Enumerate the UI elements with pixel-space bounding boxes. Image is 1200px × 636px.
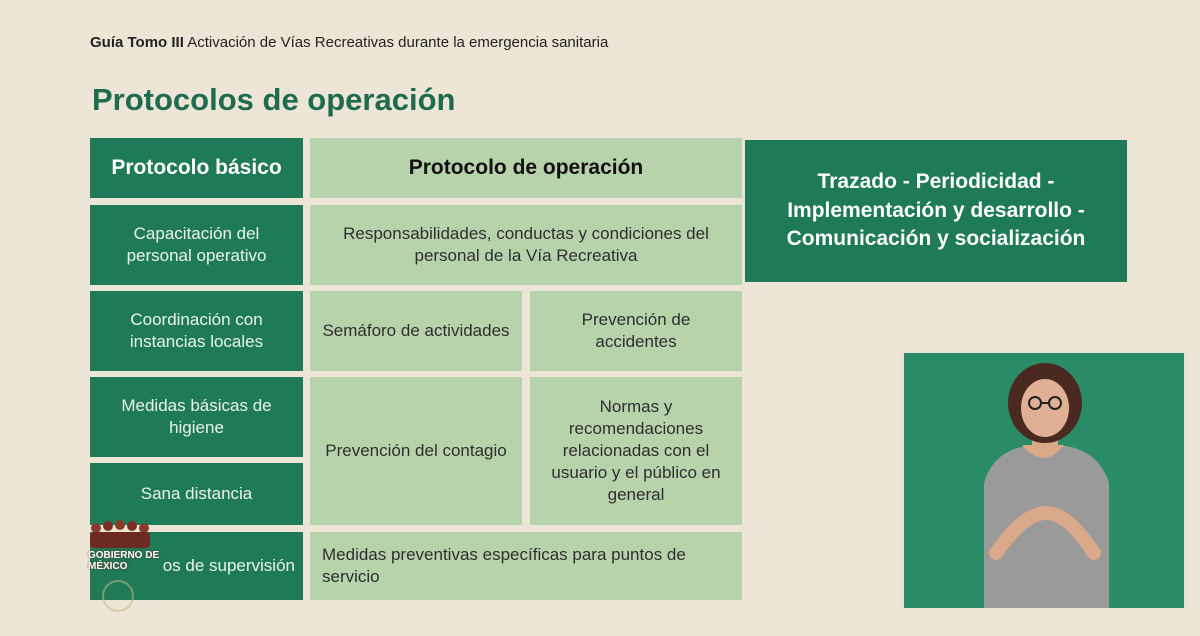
trazado-box (745, 140, 1127, 282)
trazado-line-2: Implementación y desarrollo - (787, 198, 1085, 222)
cell-prevencion-accidentes: Prevención de accidentes (530, 291, 742, 371)
trazado-line-1: Trazado - Periodicidad - (817, 170, 1055, 194)
row-supervision: os de supervisión (90, 532, 303, 600)
interpreter-video (902, 351, 1186, 610)
interpreter-figure (904, 353, 1186, 610)
header-bold: Guía Tomo III (90, 34, 184, 51)
cell-responsabilidades: Responsabilidades, conductas y condiciones del personal de la Vía Recreativa (310, 205, 742, 285)
cell-medidas-preventivas: Medidas preventivas específicas para puntos de servicio (310, 532, 742, 600)
row-medidas-higiene: Medidas básicas de higiene (90, 377, 303, 457)
row-coordinacion: Coordinación con instancias locales (90, 291, 303, 371)
logo-line-1: GOBIERNO DE (88, 550, 160, 561)
header-rest: Activación de Vías Recreativas durante la emergencia sanitaria (183, 34, 609, 51)
logo-text (88, 551, 159, 572)
row-capacitacion: Capacitación del personal operativo (90, 205, 303, 285)
trazado-line-3: Comunicación y socialización (786, 227, 1086, 251)
crest-icon (102, 580, 134, 612)
header-protocolo-basico: Protocolo básico (90, 138, 303, 198)
cell-semaforo: Semáforo de actividades (310, 291, 522, 371)
logo-line-2: MÉXICO (88, 560, 128, 572)
cell-prevencion-contagio: Prevención del contagio (310, 377, 522, 525)
slide-title: Protocolos de operación (92, 82, 456, 117)
cell-normas: Normas y recomendaciones relacionadas con el usuario y el público en general (530, 377, 742, 525)
document-header (90, 34, 608, 51)
header-protocolo-operacion: Protocolo de operación (310, 138, 742, 198)
row-sana-distancia: Sana distancia (90, 463, 303, 525)
